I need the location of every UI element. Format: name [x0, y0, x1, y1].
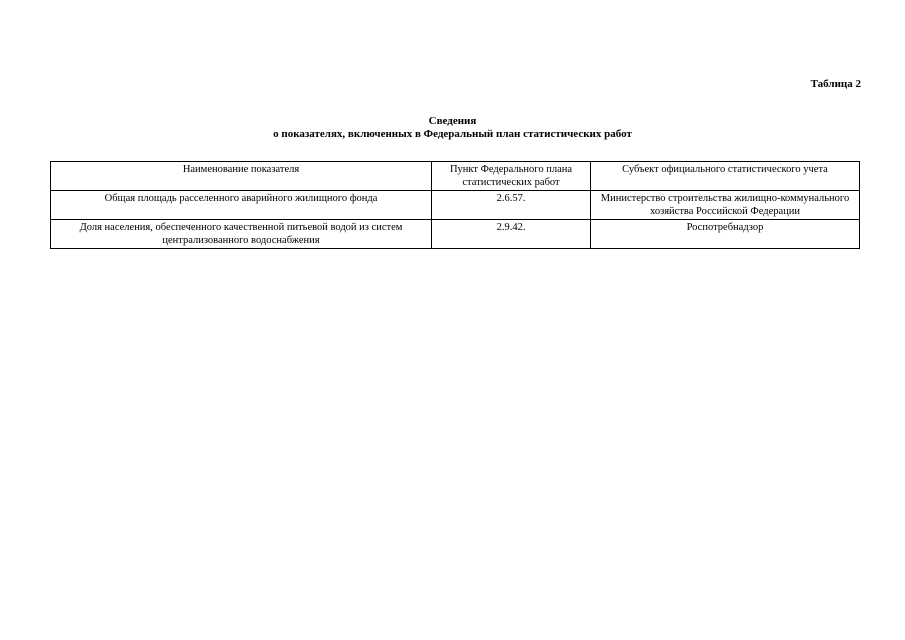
table-heading — [0, 115, 905, 141]
column-header-indicator-name: Наименование показателя — [51, 162, 432, 191]
heading-title: Сведения — [428, 115, 477, 127]
table-number-label: Таблица 2 — [810, 78, 861, 90]
cell-plan-item: 2.9.42. — [432, 220, 591, 249]
cell-indicator-name: Общая площадь расселенного аварийного жилищного фонда — [51, 191, 432, 220]
cell-indicator-name: Доля населения, обеспеченного качественной питьевой водой из систем централизованного водоснабжения — [51, 220, 432, 249]
table-row — [51, 191, 860, 220]
cell-accounting-subject: Роспотребнадзор — [591, 220, 860, 249]
heading-subtitle: о показателях, включенных в Федеральный план статистических работ — [273, 128, 632, 140]
table-row — [51, 220, 860, 249]
indicators-table — [50, 161, 860, 249]
cell-accounting-subject: Министерство строительства жилищно-коммунального хозяйства Российской Федерации — [591, 191, 860, 220]
table-header-row — [51, 162, 860, 191]
column-header-plan-item: Пункт Федерального плана статистических работ — [432, 162, 591, 191]
cell-plan-item: 2.6.57. — [432, 191, 591, 220]
column-header-accounting-subject: Субъект официального статистического учета — [591, 162, 860, 191]
